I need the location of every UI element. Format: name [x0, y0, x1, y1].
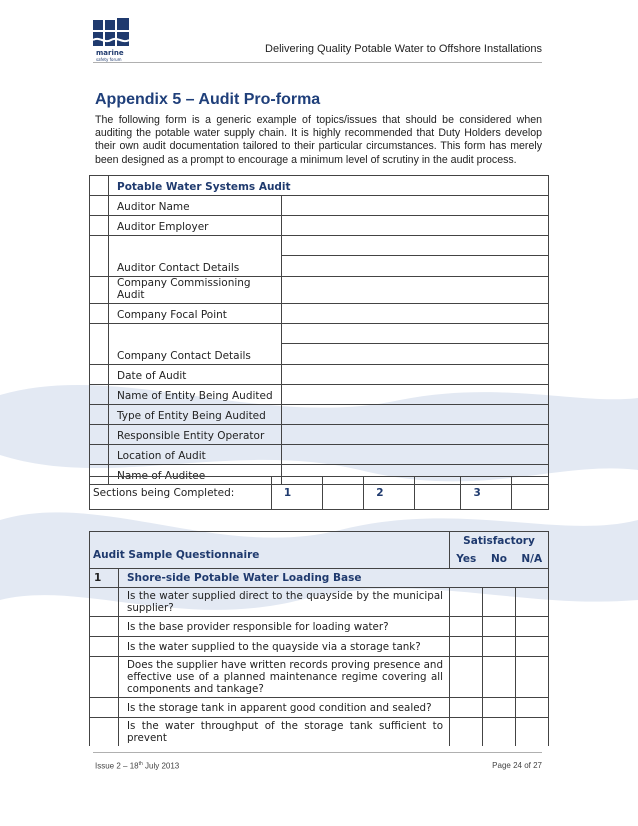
- answer-yes-cell[interactable]: [450, 718, 483, 747]
- logo-wordmark: marine safety forum: [96, 49, 124, 62]
- na-column-header: N/A: [516, 550, 549, 569]
- answer-no-cell[interactable]: [483, 588, 516, 617]
- answer-no-cell[interactable]: [483, 718, 516, 747]
- section-number: 1: [90, 569, 119, 588]
- question-text: Is the water supplied to the quayside via a storage tank?: [119, 637, 450, 657]
- answer-na-cell[interactable]: [516, 637, 549, 657]
- answer-na-cell[interactable]: [516, 657, 549, 698]
- answer-yes-cell[interactable]: [450, 588, 483, 617]
- answer-na-cell[interactable]: [516, 698, 549, 718]
- question-text: Is the base provider responsible for loading water?: [119, 617, 450, 637]
- question-text: Is the storage tank in apparent good condition and sealed?: [119, 698, 450, 718]
- answer-na-cell[interactable]: [516, 588, 549, 617]
- questionnaire-title: Audit Sample Questionnaire: [90, 532, 450, 569]
- page-number: Page 24 of 27: [492, 761, 542, 770]
- company-focal-point-field[interactable]: [282, 304, 549, 324]
- question-text: Is the water supplied direct to the quayside by the municipal supplier?: [119, 588, 450, 617]
- entity-type-field[interactable]: [282, 405, 549, 425]
- answer-na-cell[interactable]: [516, 718, 549, 747]
- yes-column-header: Yes: [450, 550, 483, 569]
- section-number: 3: [473, 487, 481, 499]
- section-number: 1: [271, 477, 322, 510]
- company-commissioning-field[interactable]: [282, 277, 549, 304]
- intro-paragraph: The following form is a generic example of topics/issues that should be considered when auditing the potable water supply chain. It is highly recommended that Duty Holders develop their own audit documentation tailored to their particular circumstances. This form has merely been designed as a prompt to encourage a minimum level of scrutiny in the audit process.: [95, 114, 542, 166]
- header-divider: [93, 62, 542, 63]
- audit-field-label: Responsible Entity Operator: [109, 425, 282, 445]
- answer-yes-cell[interactable]: [450, 698, 483, 718]
- page-title: Appendix 5 – Audit Pro-forma: [95, 91, 321, 108]
- row-number-cell: [90, 176, 109, 196]
- audit-questionnaire-table: [89, 531, 549, 746]
- answer-yes-cell[interactable]: [450, 637, 483, 657]
- audit-field-label: Date of Audit: [109, 365, 282, 385]
- answer-no-cell[interactable]: [483, 617, 516, 637]
- section-number: 2: [376, 487, 384, 499]
- audit-field-label: Auditor Contact Details: [109, 236, 282, 277]
- audit-location-field[interactable]: [282, 445, 549, 465]
- audit-field-label: Company Focal Point: [109, 304, 282, 324]
- audit-details-table: [89, 175, 549, 485]
- issue-date: Issue 2 – 18th July 2013: [95, 761, 180, 771]
- answer-no-cell[interactable]: [483, 657, 516, 698]
- entity-operator-field[interactable]: [282, 425, 549, 445]
- no-column-header: No: [483, 550, 516, 569]
- section-3-checkbox[interactable]: [512, 477, 549, 510]
- sections-completed-row: [89, 476, 549, 510]
- answer-no-cell[interactable]: [483, 698, 516, 718]
- answer-no-cell[interactable]: [483, 637, 516, 657]
- audit-field-label: Company Commissioning Audit: [109, 277, 282, 304]
- audit-field-label: Location of Audit: [109, 445, 282, 465]
- document-header-title: Delivering Quality Potable Water to Offshore Installations: [265, 43, 542, 55]
- sections-label: Sections being Completed:: [93, 487, 235, 499]
- date-of-audit-field[interactable]: [282, 365, 549, 385]
- section-title: Shore-side Potable Water Loading Base: [119, 569, 549, 588]
- audit-field-label: Name of Auditee: [109, 465, 282, 485]
- audit-field-label: Company Contact Details: [109, 324, 282, 365]
- answer-na-cell[interactable]: [516, 617, 549, 637]
- company-contact-field[interactable]: [282, 324, 549, 365]
- section-2-checkbox[interactable]: [415, 477, 461, 510]
- section-1-checkbox[interactable]: [322, 477, 363, 510]
- audit-field-label: Type of Entity Being Audited: [109, 405, 282, 425]
- satisfactory-header: Satisfactory: [450, 532, 549, 551]
- audit-field-label: Auditor Name: [109, 196, 282, 216]
- entity-name-field[interactable]: [282, 385, 549, 405]
- auditor-contact-field[interactable]: [282, 236, 549, 277]
- answer-yes-cell[interactable]: [450, 657, 483, 698]
- question-text: Is the water throughput of the storage tank sufficient to prevent: [119, 718, 450, 747]
- answer-yes-cell[interactable]: [450, 617, 483, 637]
- question-text: Does the supplier have written records proving presence and effective use of a planned maintenance regime covering all components and tankage?: [119, 657, 450, 698]
- audit-field-label: Auditor Employer: [109, 216, 282, 236]
- audit-field-label: Name of Entity Being Audited: [109, 385, 282, 405]
- footer-divider: [93, 752, 542, 753]
- auditor-name-field[interactable]: [282, 196, 549, 216]
- auditor-employer-field[interactable]: [282, 216, 549, 236]
- audit-table-title: Potable Water Systems Audit: [109, 176, 549, 196]
